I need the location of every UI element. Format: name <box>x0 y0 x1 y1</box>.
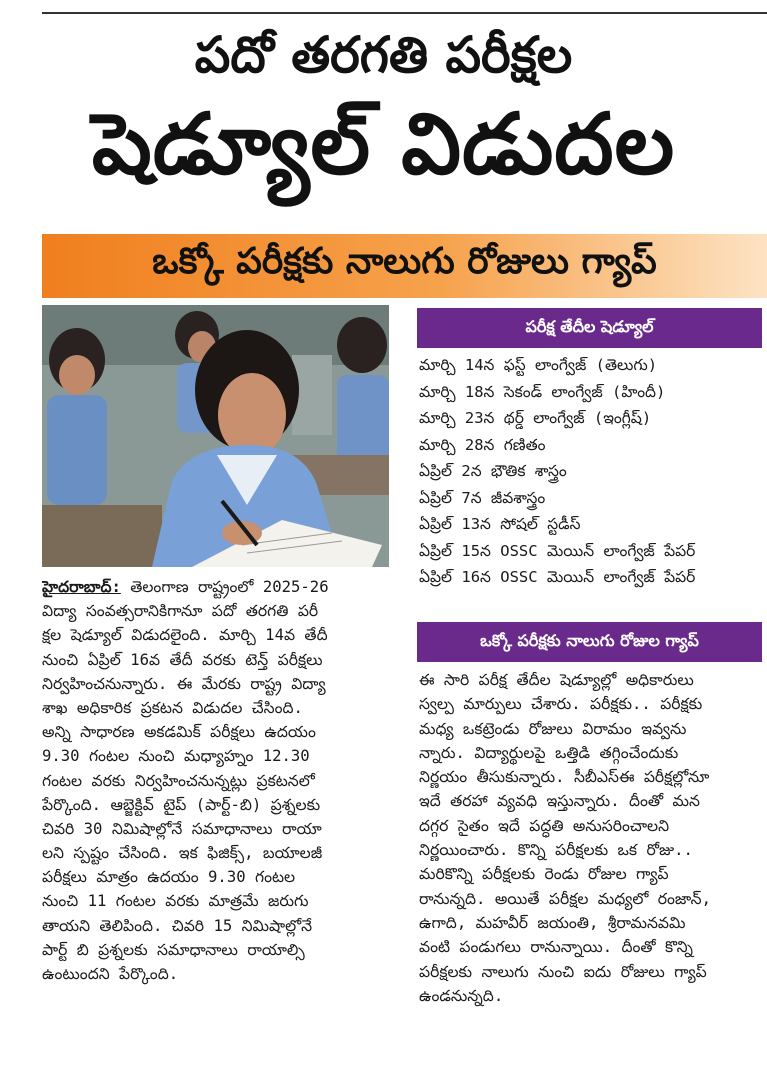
article-line: విద్యా సంవత్సరానికిగానూ పదో తరగతి పరీ <box>42 602 319 621</box>
top-divider <box>42 12 767 14</box>
article-line <box>42 575 392 599</box>
schedule-item: మార్చి 28న గణితం <box>419 435 546 454</box>
article-line: పరీక్షలు మాత్రం ఉదయం 9.30 గంటల <box>42 868 296 887</box>
gap-section-heading: ఒక్కో పరీక్షకు నాలుగు రోజుల గ్యాప్ <box>417 622 762 662</box>
gap-line: మధ్య ఒకట్రెండు రోజులు విరామం ఇవ్వను <box>419 719 687 738</box>
article-line: చివరి 30 నిమిషాల్లోనే సమాధానాలు రాయా <box>42 819 322 838</box>
schedule-item: మార్చి 23న థర్డ్ లాంగ్వేజ్ (ఇంగ్లీష్) <box>419 409 652 427</box>
schedule-item: ఏప్రిల్ 13న సోషల్ స్టడీస్ <box>419 515 581 533</box>
schedule-item: ఏప్రిల్ 2న భౌతిక శాస్త్రం <box>419 462 567 480</box>
gap-line: వంటి పండుగలు రానున్నాయి. దీంతో కొన్ని <box>419 938 693 957</box>
article-line: నిర్వహించనున్నారు. ఈ మేరకు రాష్ట్ర విద్యా <box>42 674 326 693</box>
schedule-item: మార్చి 18న సెకండ్ లాంగ్వేజ్ (హిందీ) <box>419 382 666 401</box>
schedule-item: ఏప్రిల్ 7న జీవశాస్త్రం <box>419 488 546 507</box>
gap-line: నిర్ణయం తీసుకున్నారు. సీబీఎస్ఈ పరీక్షల్లోనూ <box>419 768 710 787</box>
article-line: శాఖ అధికారిక ప్రకటన విడుదల చేసింది. <box>42 698 303 717</box>
dateline-place: హైదరాబాద్: <box>42 578 121 596</box>
article-line: క్షల షెడ్యూల్ విడుదలైంది. మార్చి 14వ తేదీ <box>42 626 328 645</box>
gap-section-body <box>419 668 767 1008</box>
student-writing-exam-icon <box>42 305 389 567</box>
gap-line: ఉండనున్నది. <box>419 986 504 1005</box>
article-line: నుంచి 11 గంటల వరకు మాత్రమే జరుగు <box>42 892 309 911</box>
gap-line: నిర్ణయించారు. కొన్ని పరీక్షలకు ఒక రోజు.. <box>419 841 693 860</box>
headline-line-2: షెడ్యూల్ విడుదల <box>91 95 676 193</box>
schedule-item: ఏప్రిల్ 15న OSSC మెయిన్ లాంగ్వేజ్ పేపర్ <box>419 541 696 560</box>
article-body <box>42 575 392 986</box>
schedule-item: మార్చి 14న ఫస్ట్ లాంగ్వేజ్ (తెలుగు) <box>419 356 658 374</box>
subheadline-banner <box>42 234 767 298</box>
student-exam-photo <box>42 305 389 567</box>
subheadline-text: ఒక్కో పరీక్షకు నాలుగు రోజులు గ్యాప్ <box>152 241 657 282</box>
schedule-heading: పరీక్ష తేదీల షెడ్యూల్ <box>417 308 762 348</box>
article-line-text: తెలంగాణ రాష్ట్రంలో 2025-26 <box>120 578 329 596</box>
headline-line-1: పదో తరగతి పరీక్షల <box>194 26 573 84</box>
article-line: అన్ని సాధారణ అకడమిక్ పరీక్షలు ఉదయం <box>42 723 316 742</box>
article-line: గంటల వరకు నిర్వహించనున్నట్లు ప్రకటనలో <box>42 771 315 790</box>
article-line: తాయని తెలిపింది. చివరి 15 నిమిషాల్లోనే <box>42 916 313 935</box>
article-line: పేర్కొంది. ఆబ్జెక్టివ్ టైప్ (పార్ట్-బి) ప్రశ్నలకు <box>42 795 321 814</box>
gap-line: పరీక్షలకు నాలుగు నుంచి ఐదు రోజులు గ్యాప్ <box>419 962 707 981</box>
article-line: లని స్పష్టం చేసింది. ఇక ఫిజిక్స్, బయాలజీ <box>42 844 323 863</box>
schedule-list <box>419 352 767 591</box>
gap-line: మరికొన్ని పరీక్షలకు రెండు రోజుల గ్యాప్ <box>419 865 669 884</box>
gap-line: ఉగాది, మహవీర్ జయంతి, శ్రీరామనవమి <box>419 913 686 932</box>
article-line: ఉంటుందని పేర్కొంది. <box>42 965 179 983</box>
gap-line: రానున్నది. అయితే పరీక్షల మధ్యలో రంజాన్, <box>419 889 712 908</box>
schedule-item: ఏప్రిల్ 16న OSSC మెయిన్ లాంగ్వేజ్ పేపర్ <box>419 568 696 586</box>
gap-line: న్నారు. విద్యార్థులపై ఒత్తిడి తగ్గించేందుకు <box>419 743 679 762</box>
gap-line: ఈ సారి పరీక్ష తేదీల షెడ్యూల్లో అధికారులు <box>419 671 694 689</box>
gap-line: స్వల్ప మార్పులు చేశారు. పరీక్షకు.. పరీక్షకు <box>419 695 703 714</box>
article-line: నుంచి ఏప్రిల్ 16వ తేదీ వరకు టెన్త్ పరీక్షలు <box>42 650 323 669</box>
gap-line: దగ్గర సైతం ఇదే పద్ధతి అనుసరించాలని <box>419 816 670 835</box>
gap-line: ఇదే తరహా వ్యవధి ఇస్తున్నారు. దీంతో మన <box>419 792 700 811</box>
article-line: 9.30 గంటల నుంచి మధ్యాహ్నం 12.30 <box>42 747 310 766</box>
article-line: పార్ట్ బి ప్రశ్నలకు సమాధానాలు రాయాల్సి <box>42 940 305 959</box>
